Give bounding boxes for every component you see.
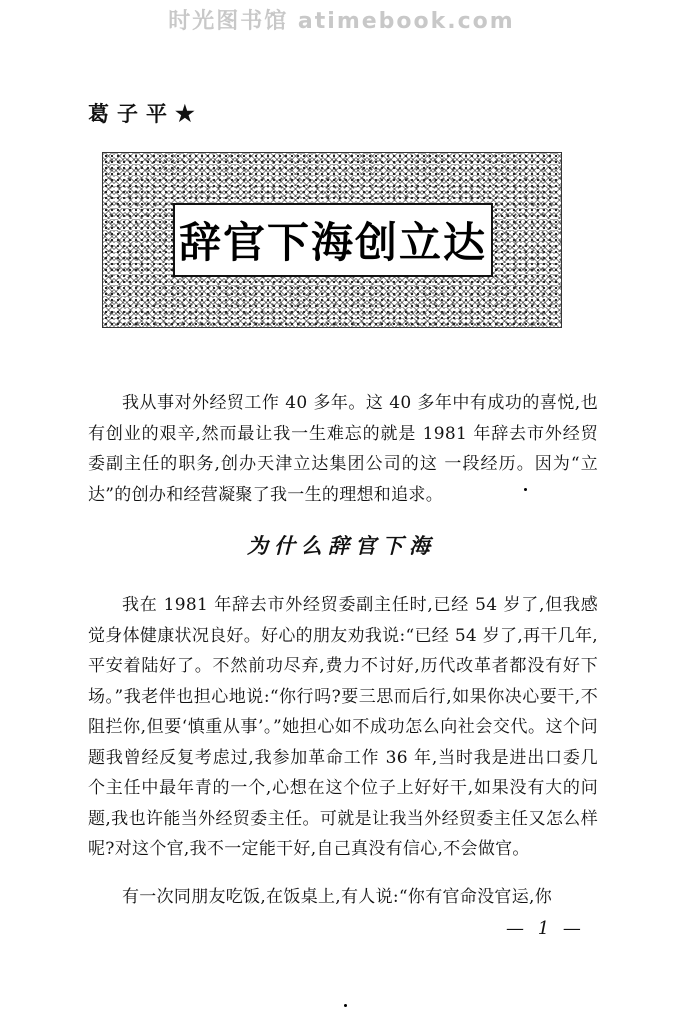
- scan-speck: [524, 488, 527, 491]
- paragraph-intro: 我从事对外经贸工作 40 多年。这 40 多年中有成功的喜悦,也有创业的艰辛,然而最让我一生难忘的就是 1981 年辞去市外经贸委副主任的职务,创办天津立达集团公司的这 一段经历。因为“立达”的创办和经营凝聚了我一生的理想和追求。: [88, 393, 598, 505]
- star-icon: ★: [175, 101, 195, 127]
- watermark: 时光图书馆 atimebook.com: [168, 9, 515, 34]
- article-title: 辞官下海创立达: [178, 218, 487, 267]
- title-box: [173, 203, 493, 277]
- continuation-block: [88, 882, 598, 913]
- paragraph-continuation: 有一次同朋友吃饭,在饭桌上,有人说:“你有官命没官运,你: [122, 887, 553, 907]
- author-name: 葛子平: [88, 101, 175, 126]
- paragraph-body: 我在 1981 年辞去市外经贸委副主任时,已经 54 岁了,但我感觉身体健康状况良好。好心的朋友劝我说:“已经 54 岁了,再干几年,平安着陆好了。不然前功尽弃,费力不讨好,历代改革者都没有好下场。”我老伴也担心地说:“你行吗?要三思而后行,如果你决心要干,不阻拦你,但要‘慎重从事’。”她担心如不成功怎么向社会交代。这个问题我曾经反复考虑过,我参加革命工作 36 年,当时我是进出口委几个主任中最年青的一个,心想在这个位子上好好干,如果没有大的问题,我也许能当外经贸委主任。可就是让我当外经贸委主任又怎么样呢?对这个官,我不一定能干好,自己真没有信心,不会做官。: [88, 595, 598, 859]
- title-banner: [102, 152, 562, 328]
- author-line: [88, 98, 195, 128]
- page-number: — 1 —: [506, 918, 585, 939]
- section-heading: 为什么辞官下海: [247, 534, 436, 558]
- body-block: [88, 590, 598, 865]
- intro-block: [88, 388, 598, 510]
- scan-speck: [344, 1004, 347, 1007]
